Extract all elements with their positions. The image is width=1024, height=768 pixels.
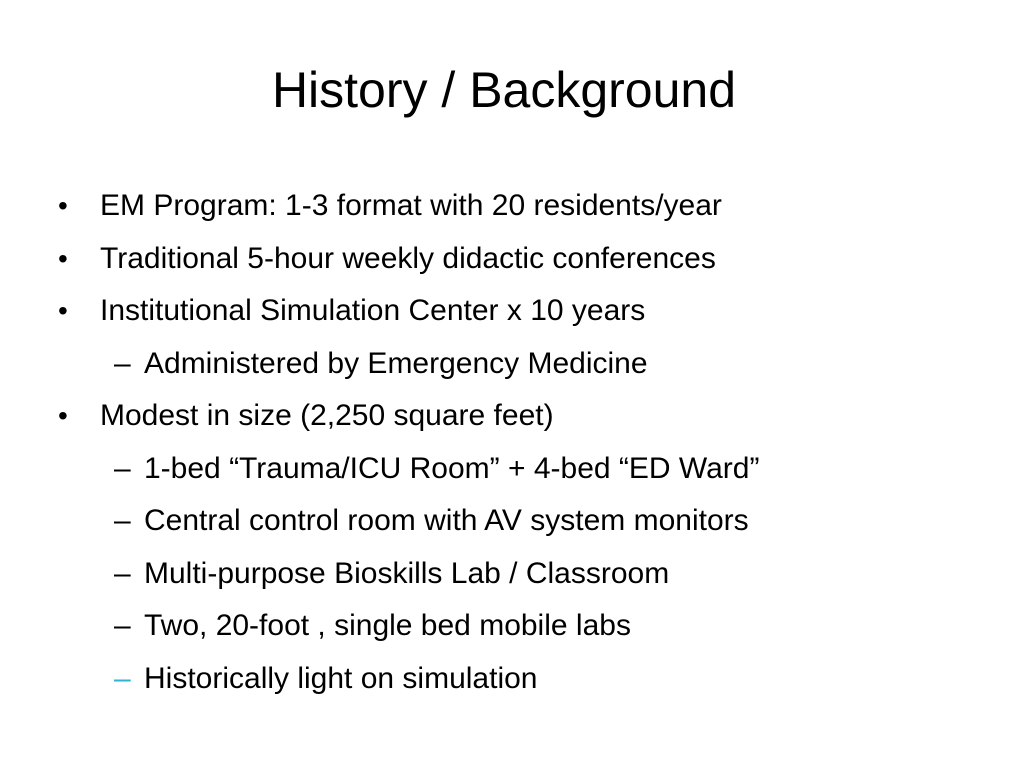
bullet-item [58,233,978,286]
sub-bullet-text: 1-bed “Trauma/ICU Room” + 4-bed “ED Ward” [144,451,760,485]
sub-bullet-text: Historically light on simulation [144,661,538,695]
accent-dash-marker: – [114,661,131,695]
sub-bullet-item [58,548,978,601]
bullet-marker: • [58,400,68,431]
sub-bullet-item [58,495,978,548]
bullet-text: Institutional Simulation Center x 10 years [100,294,646,327]
sub-bullet-item [58,653,978,706]
sub-bullet-text: Administered by Emergency Medicine [144,346,648,380]
bullet-list [58,180,978,705]
dash-marker: – [114,556,131,590]
slide-title: History / Background [271,62,737,118]
sub-bullet-item [58,338,978,391]
dash-marker: – [114,504,131,537]
bullet-item [58,180,978,233]
bullet-text: Modest in size (2,250 square feet) [100,399,554,432]
bullet-text: EM Program: 1-3 format with 20 residents/year [100,189,722,222]
bullet-item [58,390,978,443]
dash-marker: – [114,609,131,642]
sub-bullet-text: Multi-purpose Bioskills Lab / Classroom [144,556,670,590]
bullet-marker: • [58,190,68,221]
bullet-marker: • [58,295,68,326]
sub-bullet-item [58,443,978,496]
dash-marker: – [114,346,131,380]
sub-bullet-text: Central control room with AV system monitors [144,504,749,537]
sub-bullet-text: Two, 20-foot , single bed mobile labs [144,609,631,642]
bullet-marker: • [58,242,68,274]
sub-bullet-item [58,600,978,653]
dash-marker: – [114,451,131,485]
bullet-text: Traditional 5-hour weekly didactic conferences [100,241,716,275]
bullet-item [58,285,978,338]
